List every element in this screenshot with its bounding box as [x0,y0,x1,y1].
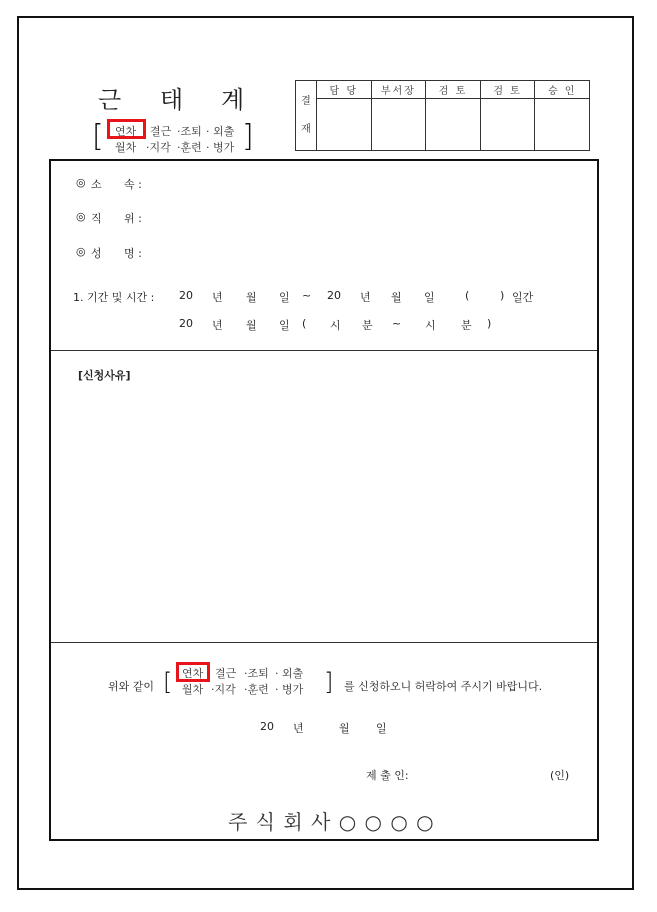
footer-type-monthly-leave[interactable]: 월차 [182,683,204,696]
approval-header-staff: 담 당 [317,81,372,99]
approval-sign-staff[interactable] [317,99,372,151]
approval-side-label: 결 재 [296,81,317,151]
period-time-start-hour-unit: 시 [330,319,341,332]
footer-type-outing[interactable]: · 외출 [275,667,304,680]
field-label-department-b: 속 : [124,178,142,191]
type-option-early-leave[interactable]: ·조퇴 [177,125,202,138]
period-time-year-unit: 년 [212,319,223,332]
footer-date-year-unit: 년 [293,722,304,735]
field-bullet-department: ◎ [76,176,86,189]
field-bullet-name: ◎ [76,245,86,258]
approval-header-dept-head: 부서장 [371,81,426,99]
footer-type-training[interactable]: ·훈련 [244,683,269,696]
period-end-month-unit: 월 [391,291,402,304]
form-title-char-1: 근 [98,86,122,114]
period-time-open-paren: ( [302,317,307,330]
reason-text-area[interactable] [60,390,588,630]
period-days-open-paren: ( [465,289,470,302]
footer-date-month-unit: 월 [339,722,350,735]
approval-header-review-2: 검 토 [480,81,535,99]
period-tilde: ~ [302,289,312,302]
field-label-name-a: 성 [91,247,102,260]
form-title-char-2: 태 [160,86,184,114]
period-time-start-minute-unit: 분 [362,319,373,332]
period-days-close-paren: ) [500,289,505,302]
type-option-annual-leave[interactable]: 연차 [115,125,137,138]
footer-date-day-unit: 일 [376,722,387,735]
footer-type-early-leave[interactable]: ·조퇴 [244,667,269,680]
footer-prefix: 위와 같이 [108,680,155,693]
divider-top [51,350,597,351]
period-start-year-prefix: 20 [179,289,193,302]
reason-label: [신청사유] [78,369,131,382]
period-time-year-prefix: 20 [179,317,193,330]
field-label-position-b: 위 : [124,212,142,225]
approval-sign-approve[interactable] [535,99,590,151]
field-label-department-a: 소 [91,178,102,191]
approval-sign-dept-head[interactable] [371,99,426,151]
period-start-day-unit: 일 [279,291,290,304]
footer-suffix: 를 신청하오니 허락하여 주시기 바랍니다. [344,680,543,693]
field-label-position-a: 직 [91,212,102,225]
period-time-tilde: ~ [392,317,402,330]
approval-sign-review-1[interactable] [426,99,481,151]
approval-sign-review-2[interactable] [480,99,535,151]
period-start-year-unit: 년 [212,291,223,304]
footer-type-absence[interactable]: 결근 [215,667,237,680]
seal-mark: (인) [550,769,570,782]
period-time-close-paren: ) [487,317,492,330]
bracket-right: ] [242,119,254,154]
period-time-day-unit: 일 [279,319,290,332]
period-start-month-unit: 월 [246,291,257,304]
period-time-end-hour-unit: 시 [425,319,436,332]
divider-bottom [51,642,597,643]
period-time-month-unit: 월 [246,319,257,332]
type-option-training[interactable]: ·훈련 [177,141,202,154]
footer-date-year-prefix: 20 [260,720,274,733]
footer-bracket-right: ] [324,668,334,696]
period-days-unit: 일간 [512,291,534,304]
type-option-outing[interactable]: · 외출 [206,125,235,138]
approval-header-approve: 승 인 [535,81,590,99]
type-option-tardy[interactable]: ·지각 [146,141,171,154]
period-end-year-unit: 년 [360,291,371,304]
company-name: 주 식 회 사 ○ ○ ○ ○ [228,810,435,834]
submitter-label: 제 출 인: [366,769,409,782]
footer-bracket-left: [ [163,668,173,696]
type-option-monthly-leave[interactable]: 월차 [115,141,137,154]
approval-header-review-1: 검 토 [426,81,481,99]
type-option-absence[interactable]: 결근 [150,125,172,138]
period-label: 1. 기간 및 시간 : [73,291,155,304]
form-title-char-3: 계 [221,86,245,114]
approval-table [295,80,590,151]
field-label-name-b: 명 : [124,247,142,260]
period-end-year-prefix: 20 [327,289,341,302]
period-end-day-unit: 일 [424,291,435,304]
period-time-end-minute-unit: 분 [461,319,472,332]
footer-type-tardy[interactable]: ·지각 [211,683,236,696]
footer-type-sick-leave[interactable]: · 병가 [275,683,304,696]
footer-type-annual-leave[interactable]: 연차 [182,667,204,680]
bracket-left: [ [92,119,104,154]
field-bullet-position: ◎ [76,210,86,223]
type-option-sick-leave[interactable]: · 병가 [206,141,235,154]
